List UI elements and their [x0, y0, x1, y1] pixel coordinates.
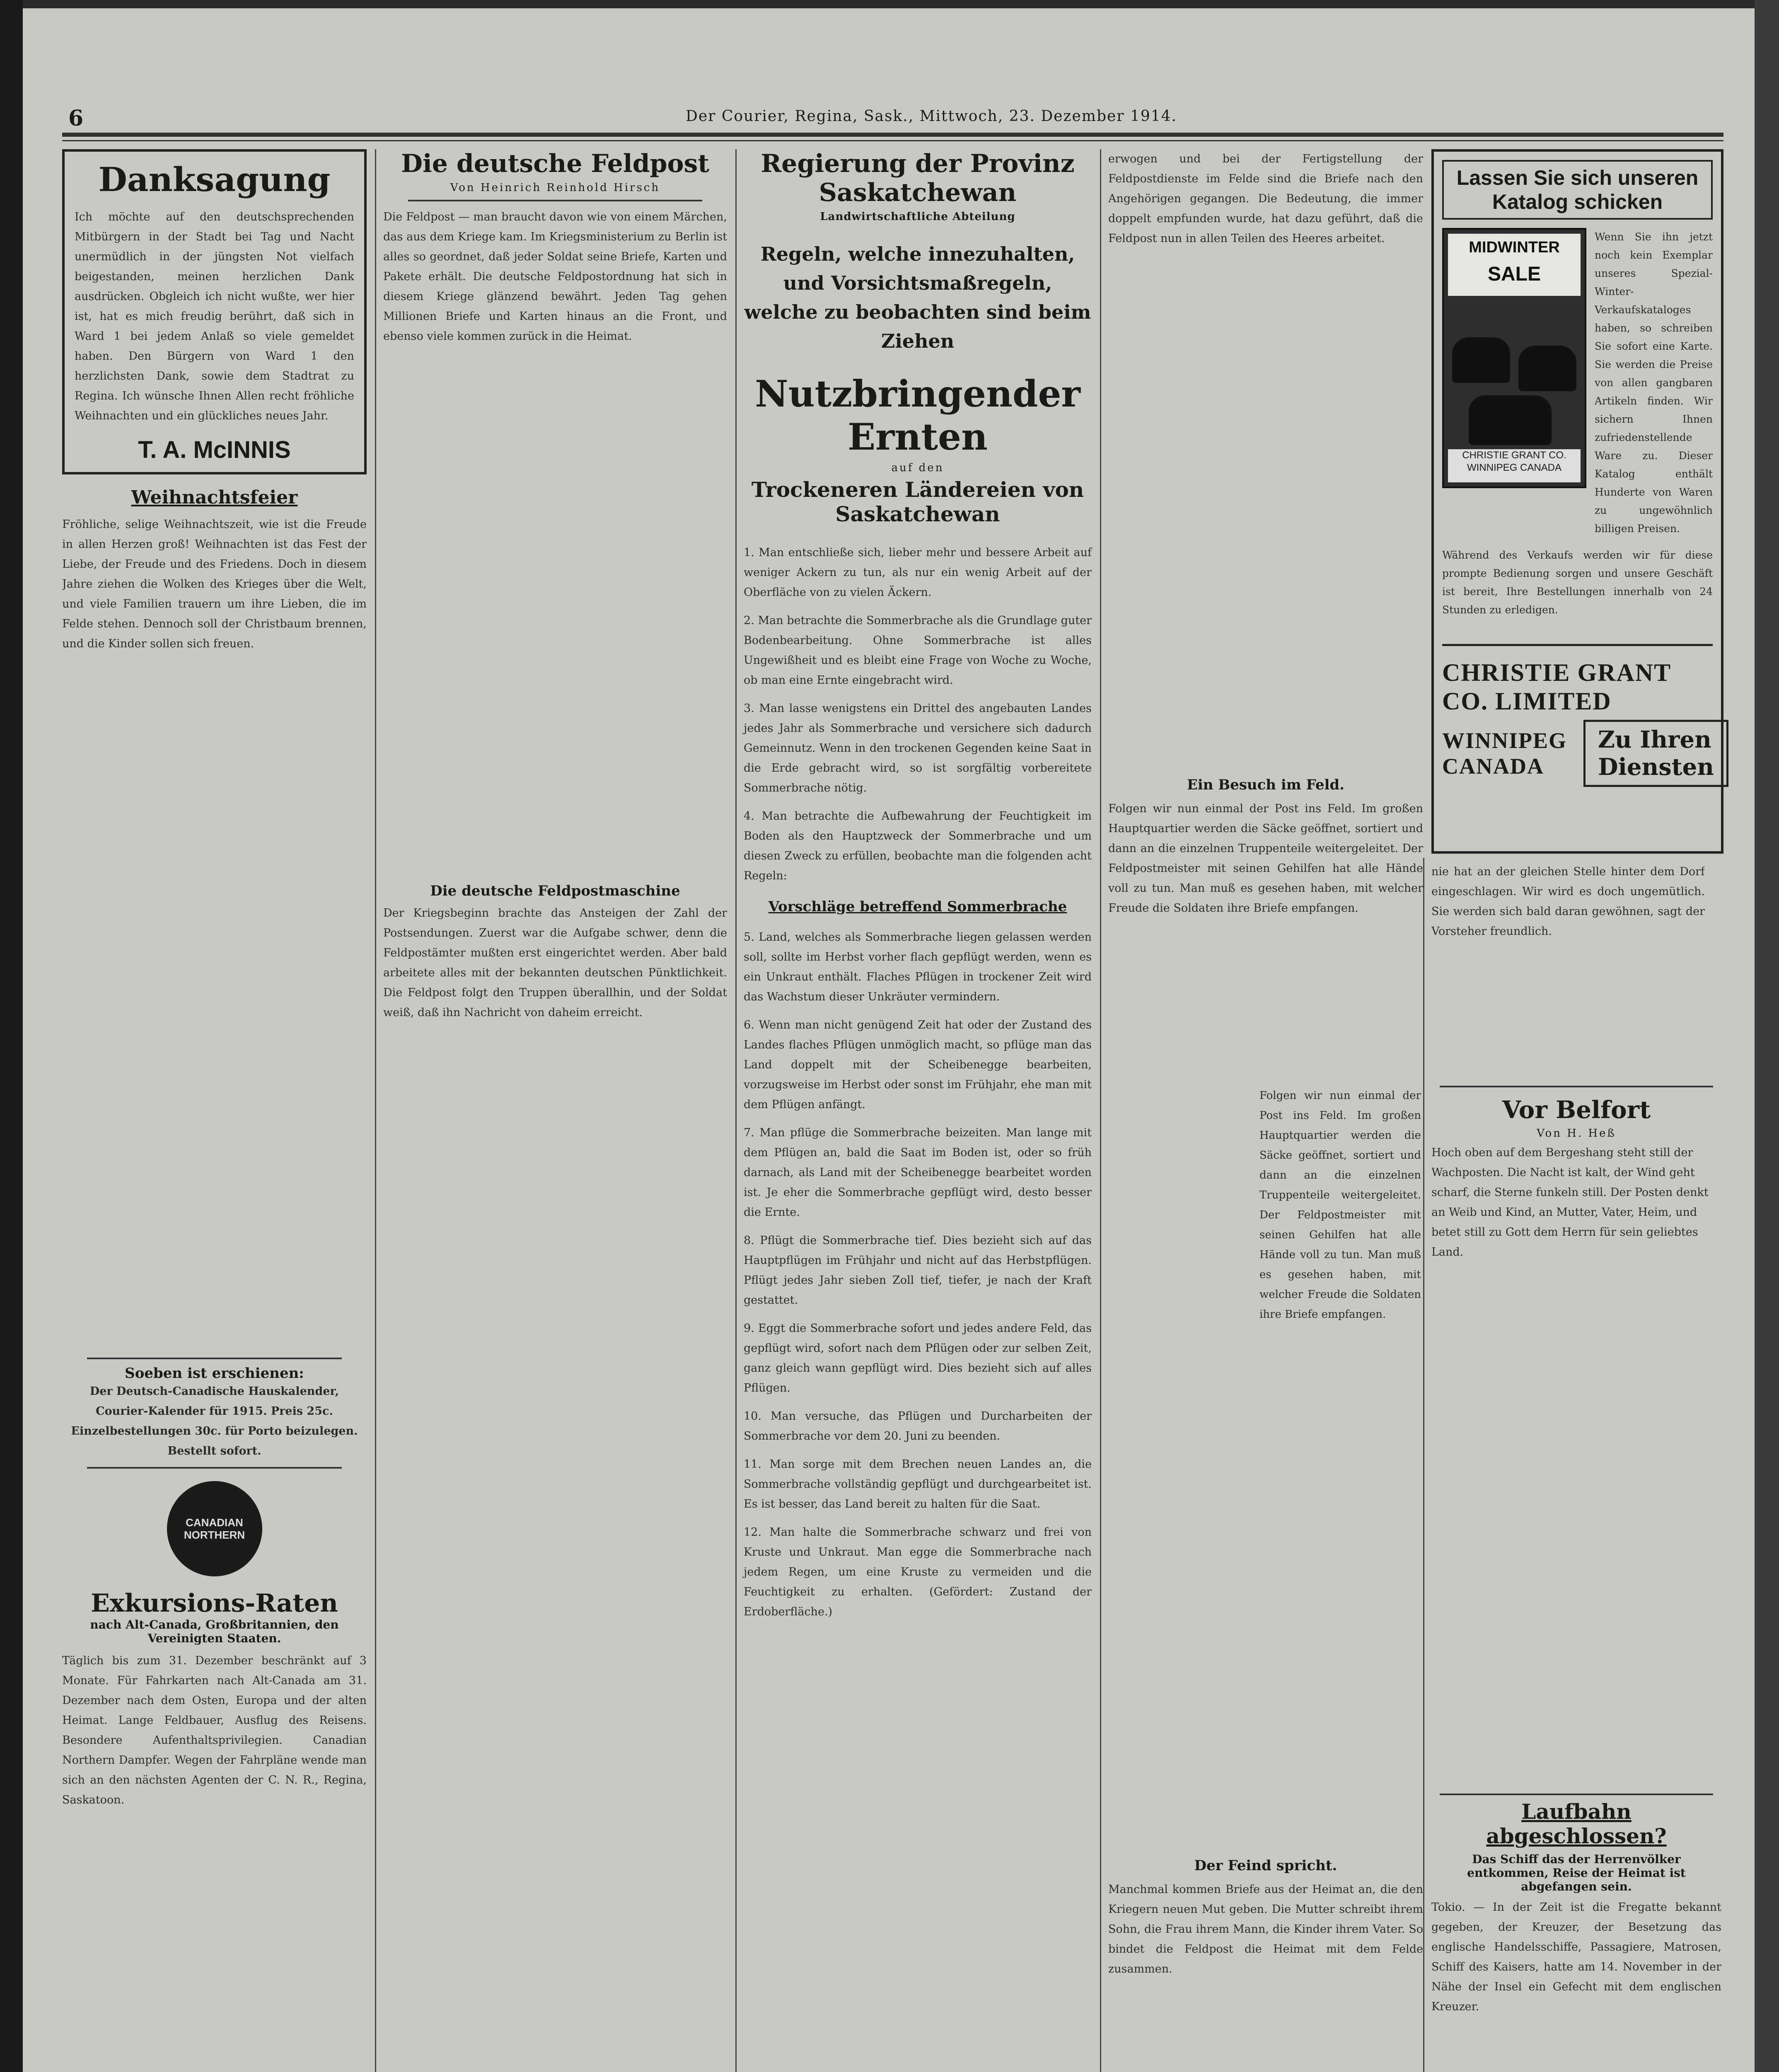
laufbahn-subtitle: Das Schiff das der Herrenvölker entkommen, Reise der Heimat ist abgefangen sein.	[1467, 1852, 1686, 1893]
regierung-subtitle: Landwirtschaftliche Abteilung	[820, 211, 1015, 223]
ad-title: Lassen Sie sich unseren Katalog schicken	[1442, 160, 1713, 220]
column-3	[744, 149, 1092, 1630]
ad-image-label: CHRISTIE GRANT CO. WINNIPEG CANADA	[1448, 449, 1581, 482]
newspaper-page	[23, 8, 1755, 2072]
rule-item: 6. Wenn man nicht genügend Zeit hat oder der Zustand des Landes flaches Pflügen unmöglich macht, so pflüge man das Land doppelt mit der Scheibenegge bearbeiten, vorzugsweise im Herbst oder sonst im Frühjahr, ehe man mit dem Pflügen anfängt.	[744, 1019, 1092, 1111]
feldpost-body-2: Der Kriegsbeginn brachte das Ansteigen der Zahl der Postsendungen. Zuerst war die Aufgabe schwer, denn die Feldpostämter mußten erst eingerichtet werden. Aber bald arbeitete alles mit der bekannten deutschen Pünktlichkeit. Die Feldpost folgt den Truppen überallhin, und der Soldat weiß, daß ihn Nachricht von daheim erreicht.	[383, 907, 727, 1019]
column-rule	[1100, 149, 1101, 2072]
firm-name: CHRISTIE GRANT CO. LIMITED	[1442, 659, 1671, 715]
headline-laendereien: Trockeneren Ländereien von Saskatchewan	[751, 477, 1084, 526]
car-icon	[1452, 337, 1510, 383]
divider	[87, 1467, 342, 1469]
divider	[1440, 1794, 1713, 1795]
column-rule	[1423, 858, 1424, 2072]
rule-item: 8. Pflügt die Sommerbrache tief. Dies bezieht sich auf das Hauptpflügen im Frühjahr und nicht auf das Herbstpflügen. Pflügt jedes Jahr sieben Zoll tief, tiefer, je nach der Kraft gestattet.	[744, 1234, 1092, 1307]
divider	[87, 1358, 342, 1359]
rule-item: 12. Man halte die Sommerbrache schwarz und frei von Kruste und Unkraut. Man egge die Sommerbrache nach jedem Regen, um eine Kruste zu vermeiden und die Feuchtigkeit zu erhalten. (Gefördert: Zustand der Erdoberfläche.)	[744, 1526, 1092, 1618]
logo-text: CANADIAN NORTHERN	[184, 1516, 245, 1541]
banner-text-midwinter: MIDWINTER	[1469, 239, 1560, 256]
rule-item: 3. Man lasse wenigstens ein Drittel des angebauten Landes jedes Jahr als Sommerbrache und versichere sich dadurch Gemeinnutz. Wenn in den trockenen Gegenden keine Saat in die Erde gebracht wird, so ist sorgfältig vorbereitete Sommerbrache nötig.	[744, 702, 1092, 794]
feldpost-subheading: Die deutsche Feldpostmaschine	[430, 883, 680, 899]
ad-text: Wenn Sie ihn jetzt noch kein Exemplar unseres Spezial-Winter-Verkaufskataloges haben, so schreiben Sie sofort eine Karte. Sie werden die Preise von allen gangbaren Artikeln finden. Wir sichern Ihnen zufriedenstellende Ware zu. Dieser Katalog enthält Hunderte von Waren zu ungewöhnlich billigen Preisen.	[1595, 231, 1713, 535]
ad-content	[1442, 228, 1713, 538]
column-1	[62, 149, 367, 1810]
firm-country: CANADA	[1442, 754, 1544, 779]
firm-location	[1442, 728, 1567, 779]
belfort-poem: Hoch oben auf dem Bergeshang steht still der Wachposten. Die Nacht ist kalt, der Wind geht scharf, die Sterne funkeln still. Der Posten denkt an Weib und Kind, an Mutter, Vater, Heim, und betet still zu Gott dem Herrn für sein geliebtes Land.	[1431, 1146, 1709, 1259]
banner-text-sale: SALE	[1487, 263, 1541, 285]
feldpost-byline: Von Heinrich Reinhold Hirsch	[450, 182, 660, 194]
divider	[1440, 1086, 1713, 1087]
firm-block	[1442, 644, 1713, 787]
masthead: Der Courier, Regina, Sask., Mittwoch, 23. Dezember 1914.	[686, 108, 1177, 125]
column-rule	[375, 149, 376, 2072]
car-icon	[1469, 395, 1552, 445]
scan-border-left	[0, 0, 23, 2072]
midwinter-sale-image	[1442, 228, 1586, 488]
canadian-northern-logo	[167, 1481, 262, 1576]
header-rule	[62, 133, 1723, 137]
regierung-title: Regierung der Provinz Saskatchewan	[761, 149, 1075, 207]
feldpost-cont-body: erwogen und bei der Fertigstellung der Feldpostdienste im Felde sind die Briefe nach den Angehörigen gegangen. Die Bedeutung, die immer doppelt empfunden wurde, hat dazu geführt, daß die Feldpost nun in allen Teilen des Heeres arbeitet.	[1108, 152, 1423, 245]
firm-city: WINNIPEG	[1442, 728, 1567, 753]
feldpost-title: Die deutsche Feldpost	[401, 149, 710, 178]
feldpost-cont-subheading: Ein Besuch im Feld.	[1187, 777, 1345, 793]
headline-ernten: Nutzbringender Ernten	[755, 372, 1080, 458]
laufbahn-title: Laufbahn abgeschlossen?	[1486, 1799, 1667, 1848]
feldpost-end-continued: Folgen wir nun einmal der Post ins Feld. Im großen Hauptquartier werden die Säcke geöffnet, sortiert und dann an die einzelnen Truppenteile weitergeleitet. Der Feldpostmeister mit seinen Gehilfen hat alle Hände voll zu tun. Man muß es gesehen haben, mit welcher Freude die Soldaten ihre Briefe empfangen.	[1259, 1089, 1421, 1321]
christie-grant-ad	[1431, 149, 1723, 854]
feldpost-cont-body-3: Manchmal kommen Briefe aus der Heimat an, die den Kriegern neuen Mut geben. Die Mutter schreibt ihrem Sohn, die Frau ihrem Mann, die Kinder ihrem Vater. So bindet die Feldpost die Heimat mit dem Felde zusammen.	[1108, 1883, 1423, 1975]
headline-rules: Regeln, welche innezuhalten, und Vorsichtsmaßregeln, welche zu beobachten sind beim Ziehen	[744, 243, 1091, 352]
notice-text: Der Deutsch-Canadische Hauskalender, Courier-Kalender für 1915. Preis 25c. Einzelbestellungen 30c. für Porto beizulegen. Bestellt sofort.	[71, 1385, 358, 1457]
rule-item: 2. Man betrachte die Sommerbrache als die Grundlage guter Bodenbearbeitung. Ohne Sommerbrache ist alles Ungewißheit und es bleibt eine Frage von Woche zu Woche, ob man eine Ernte eingebracht wird.	[744, 614, 1092, 687]
laufbahn-text: Tokio. — In der Zeit ist die Fregatte bekannt gegeben, der Kreuzer, der Besetzung das englische Handelsschiffe, Passagiere, Matrosen, Schiff des Kaisers, hatte am 14. November in der Nähe der Insel ein Gefecht mit dem englischen Kreuzer.	[1431, 1901, 1721, 2013]
notice-title: Soeben ist erschienen:	[125, 1365, 304, 1382]
weihnacht-text: Fröhliche, selige Weihnachtszeit, wie ist die Freude in allen Herzen groß! Weihnachten ist das Fest der Liebe, der Freude und des Friedens. Doch in diesem Jahre ziehen die Wolken des Krieges über die Welt, und viele Familien trauern um ihre Lieben, die im Felde stehen. Dennoch soll der Christbaum brennen, und die Kinder sollen sich freuen.	[62, 518, 367, 650]
weihnacht-title: Weihnachtsfeier	[131, 487, 298, 508]
feldpost-end: nie hat an der gleichen Stelle hinter dem Dorf eingeschlagen. Wir wird es doch ungemütlich. Sie werden sich bald daran gewöhnen, sagt der Vorsteher freundlich.	[1431, 865, 1705, 938]
column-5-articles	[1431, 1086, 1721, 2072]
page-number: 6	[68, 106, 84, 131]
column-5-lower	[1431, 862, 1723, 1077]
feldpost-body: Die Feldpost — man braucht davon wie von einem Märchen, das aus dem Kriege kam. Im Kriegsministerium zu Berlin ist alles so geordnet, daß jeder Soldat seine Briefe, Karten und Pakete erhält. Die deutsche Feldpostordnung hat sich in diesem Kriege glänzend bewährt. Jeden Tag gehen Millionen Briefe und Karten hinaus an die Front, und ebenso viele kommen zurück in die Heimat.	[383, 211, 727, 343]
header-rule-thin	[62, 140, 1723, 141]
danksagung-title: Danksagung	[98, 160, 331, 199]
danksagung-box	[62, 149, 367, 474]
column-2	[383, 149, 727, 2072]
rule-item: 4. Man betrachte die Aufbewahrung der Feuchtigkeit im Boden als den Hauptzweck der Sommerbrache und um diesen Zweck zu erfüllen, beobachte man die folgenden acht Regeln:	[744, 810, 1092, 882]
divider	[408, 200, 702, 201]
exkursion-subtitle: nach Alt-Canada, Großbritannien, den Vereinigten Staaten.	[90, 1618, 339, 1645]
rule-item: 1. Man entschließe sich, lieber mehr und bessere Arbeit auf weniger Ackern zu tun, als nur ein wenig Arbeit auf der Oberfläche von zu vielen Äckern.	[744, 546, 1092, 599]
rule-item: 11. Man sorge mit dem Brechen neuen Landes an, die Sommerbrache vollständig gepflügt und durchgearbeitet ist. Es ist besser, das Land bereit zu halten für die Saat.	[744, 1458, 1092, 1510]
sale-banner	[1448, 234, 1581, 296]
feind-subheading: Der Feind spricht.	[1194, 1857, 1337, 1874]
danksagung-signature: T. A. McINNIS	[138, 436, 291, 463]
rule-item: 9. Eggt die Sommerbrache sofort und jedes andere Feld, das gepflügt wird, sofort nach dem Pflügen oder zur selben Zeit, ganz gleich wann gepflügt wird. Dies bezieht sich auf alles Pflügen.	[744, 1322, 1092, 1394]
exkursion-text: Täglich bis zum 31. Dezember beschränkt auf 3 Monate. Für Fahrkarten nach Alt-Canada am 31. Dezember nach dem Osten, Europa und der alten Heimat. Lange Feldbauer, Ausflug des Reisens. Besondere Aufenthaltsprivilegien. Canadian Northern Dampfer. Wegen der Fahrpläne wende man sich an den nächsten Agenten der C. N. R., Regina, Saskatoon.	[62, 1654, 367, 1806]
exkursion-title: Exkursions-Raten	[91, 1589, 338, 1618]
service-box: Zu Ihren Diensten	[1583, 720, 1728, 787]
car-icon	[1518, 346, 1576, 391]
scan-border-right	[1755, 0, 1779, 2072]
belfort-byline: Von H. Heß	[1537, 1127, 1616, 1140]
column-rule	[735, 149, 737, 2072]
danksagung-text: Ich möchte auf den deutschsprechenden Mitbürgern in der Stadt bei Tag und Nacht unermüdlich in der jüngsten Not vielfach beigestanden, meinen herzlichen Dank ausdrücken. Obgleich ich nicht wußte, wer hier ist, hat es mich freudig berührt, daß sich in Ward 1 bei jedem Anlaß so viele gemeldet haben. Den Bürgern von Ward 1 den herzlichsten Dank, sowie dem Stadtrat zu Regina. Ich wünsche Ihnen Allen recht fröhliche Weihnachten und ein glückliches neues Jahr.	[75, 211, 354, 422]
rule-item: 10. Man versuche, das Pflügen und Durcharbeiten der Sommerbrache vor dem 20. Juni zu beenden.	[744, 1410, 1092, 1443]
column-5-left-lower	[1259, 1086, 1421, 2072]
belfort-title: Vor Belfort	[1502, 1096, 1651, 1124]
rule-item: 5. Land, welches als Sommerbrache liegen gelassen werden soll, sollte im Herbst vorher flach gepflügt werden, wenn es ein Unkraut enthält. Flaches Pflügen in trockener Zeit wird das Wachstum dieser Unkräuter vermindern.	[744, 931, 1092, 1003]
section-heading: Vorschläge betreffend Sommerbrache	[768, 898, 1067, 915]
ad-text-2: Während des Verkaufs werden wir für diese prompte Bedienung sorgen und unsere Geschäft ist bereit, Ihre Bestellungen innerhalb von 24 Stunden zu erledigen.	[1442, 549, 1713, 616]
firm-row	[1442, 720, 1713, 787]
feldpost-cont-body-2: Folgen wir nun einmal der Post ins Feld. Im großen Hauptquartier werden die Säcke geöffnet, sortiert und dann an die einzelnen Truppenteile weitergeleitet. Der Feldpostmeister mit seinen Gehilfen hat alle Hände voll zu tun. Man muß es gesehen haben, mit welcher Freude die Soldaten ihre Briefe empfangen.	[1108, 802, 1423, 915]
rule-item: 7. Man pflüge die Sommerbrache beizeiten. Man lange mit dem Pflügen an, bald die Saat im Boden ist, oder so früh darnach, als Land mit der Scheibenegge bearbeitet worden ist. Je eher die Sommerbrache gepflügt wird, desto besser die Ernte.	[744, 1126, 1092, 1219]
headline-auf-den: auf den	[891, 462, 944, 474]
